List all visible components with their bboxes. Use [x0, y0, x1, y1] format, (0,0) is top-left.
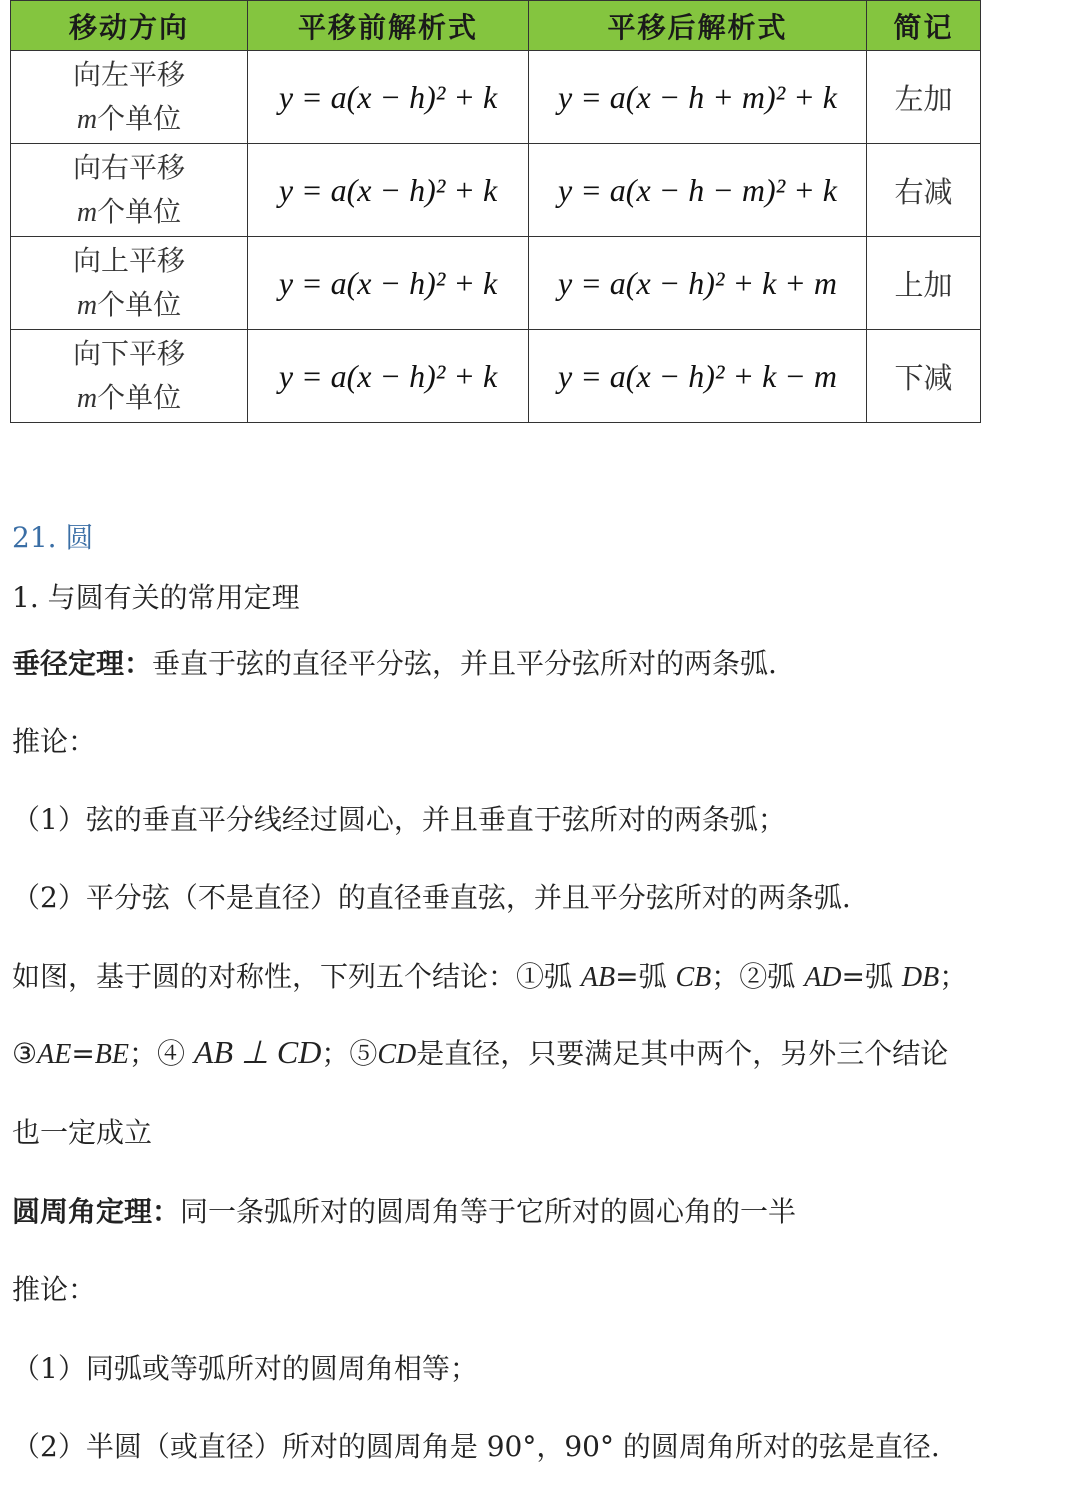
header-after: 平移后解析式: [529, 1, 867, 51]
formula-before: y = a(x − h)² + k: [248, 51, 529, 144]
var-be: BE: [94, 1039, 130, 1070]
translation-table: [10, 0, 981, 423]
perpendicular-diameter-theorem: [12, 642, 777, 682]
perpendicular-formula: AB ⊥ CD: [193, 1034, 322, 1070]
m-variable: m: [76, 289, 98, 321]
symmetry-paragraph-line1: [12, 955, 967, 995]
header-note: 简记: [867, 1, 981, 51]
inscribed-angle-theorem: [12, 1190, 796, 1230]
m-variable: m: [76, 196, 98, 228]
var-ad: AD: [804, 962, 842, 993]
formula-before: y = a(x − h)² + k: [248, 237, 529, 330]
var-ab: AB: [580, 962, 616, 993]
table-header-row: [11, 1, 981, 51]
m-variable: m: [76, 103, 98, 135]
formula-after: y = a(x − h − m)² + k: [529, 144, 867, 237]
theorem-label: 垂径定理：: [12, 647, 153, 680]
mnemonic: 下减: [867, 330, 981, 423]
corollary-item: （2）平分弦（不是直径）的直径垂直弦，并且平分弦所对的两条弧.: [12, 881, 851, 914]
table-row: [11, 144, 981, 237]
text: =: [71, 1037, 95, 1070]
corollary-label: 推论：: [12, 1273, 97, 1306]
var-cd: CD: [377, 1039, 417, 1070]
corollary-item: （2）半圆（或直径）所对的圆周角是 90°，90° 的圆周角所对的弦是直径.: [12, 1430, 940, 1463]
text: ；②弧: [711, 960, 805, 993]
formula-after: y = a(x − h + m)² + k: [529, 51, 867, 144]
symmetry-paragraph-line3: 也一定成立: [12, 1116, 153, 1149]
direction-cell: [11, 237, 248, 330]
text: ；④: [129, 1037, 194, 1070]
translation-table-container: [10, 0, 980, 423]
header-direction: 移动方向: [11, 1, 248, 51]
mnemonic: 上加: [867, 237, 981, 330]
direction-text: 向左平移: [72, 57, 185, 91]
direction-text: 向上平移: [72, 243, 185, 277]
table-row: [11, 237, 981, 330]
formula-after: y = a(x − h)² + k + m: [529, 237, 867, 330]
unit-text: 个单位: [97, 194, 182, 228]
section-title: 21. 圆: [12, 521, 94, 554]
header-before: 平移前解析式: [248, 1, 529, 51]
theorem-text: 同一条弧所对的圆周角等于它所对的圆心角的一半: [180, 1195, 797, 1228]
var-ae: AE: [37, 1039, 72, 1070]
corollary-item: （1）弦的垂直平分线经过圆心，并且垂直于弦所对的两条弧；: [12, 803, 786, 836]
direction-text: 向下平移: [72, 336, 185, 370]
unit-text: 个单位: [97, 101, 182, 135]
symmetry-paragraph-line2: [12, 1032, 948, 1072]
text: 是直径，只要满足其中两个，另外三个结论: [416, 1037, 949, 1070]
direction-cell: [11, 51, 248, 144]
unit-text: 个单位: [97, 380, 182, 414]
text: =弧: [615, 960, 676, 993]
theorem-label: 圆周角定理：: [12, 1195, 181, 1228]
text: ；⑤: [321, 1037, 378, 1070]
theorem-text: 垂直于弦的直径平分弦，并且平分弦所对的两条弧.: [152, 647, 777, 680]
direction-cell: [11, 144, 248, 237]
corollary-item: （1）同弧或等弧所对的圆周角相等；: [12, 1352, 478, 1385]
text: ③: [12, 1037, 38, 1070]
mnemonic: 右减: [867, 144, 981, 237]
m-variable: m: [76, 382, 98, 414]
text: =弧: [841, 960, 902, 993]
direction-text: 向右平移: [72, 150, 185, 184]
corollary-label: 推论：: [12, 725, 97, 758]
text: ；: [939, 960, 968, 993]
subtitle: 1. 与圆有关的常用定理: [12, 581, 300, 614]
formula-after: y = a(x − h)² + k − m: [529, 330, 867, 423]
unit-text: 个单位: [97, 287, 182, 321]
var-cb: CB: [675, 962, 712, 993]
text: 如图，基于圆的对称性，下列五个结论：①弧: [12, 960, 581, 993]
formula-before: y = a(x − h)² + k: [248, 330, 529, 423]
table-row: [11, 330, 981, 423]
direction-cell: [11, 330, 248, 423]
table-row: [11, 51, 981, 144]
mnemonic: 左加: [867, 51, 981, 144]
var-db: DB: [901, 962, 940, 993]
formula-before: y = a(x − h)² + k: [248, 144, 529, 237]
